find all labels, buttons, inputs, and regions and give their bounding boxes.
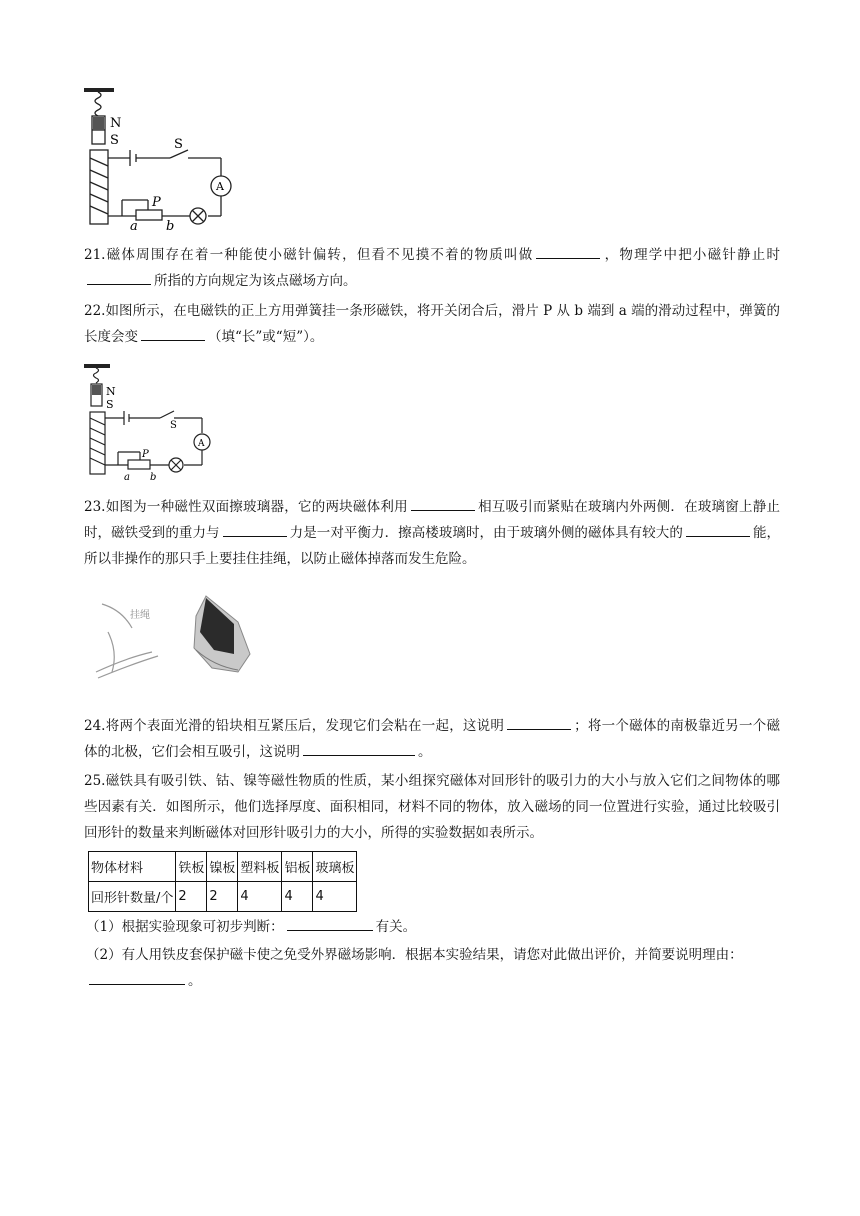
question-21 [84,242,780,294]
q23-text-3: 力是一对平衡力．擦高楼玻璃时，由于玻璃外侧的磁体具有较大的 [289,525,683,541]
table-cell: 铝板 [282,852,313,882]
q24-text-2: ；将一个磁体的南极靠近另一个磁体的北极，它们会相互吸引，这说明 [84,718,781,760]
table-cell: 4 [313,882,357,912]
table-cell: 镍板 [207,852,238,882]
ammeter-label-2: A [198,439,205,449]
question-25: 25.磁铁具有吸引铁、钴、镍等磁性物质的性质，某小组探究磁体对回形针的吸引力的大小与放入它们之间物体的哪些因素有关．如图所示，他们选择厚度、面积相同，材料不同的物体，放入磁场的同一位置进行实验，通过比较吸引回形针的数量来判断磁体对回形针吸引力的大小，所得的实验数据如表所示。 [84,773,780,841]
terminal-a-label: a [130,219,138,230]
sub1-blank[interactable] [287,915,373,931]
q24-blank-1[interactable] [507,714,571,730]
table-cell: 塑料板 [238,852,282,882]
table-cell: 回形针数量/个 [89,882,176,912]
circuit-figure-2 [84,364,212,482]
sub-question-1 [86,914,782,940]
sub2-blank[interactable] [89,969,185,985]
slider-p-label: P [152,195,161,210]
q21-blank-2[interactable] [87,269,151,285]
magnet-n-label-2: N [106,385,116,398]
magnet-s-label: S [110,133,119,148]
q22-text-1: 22.如图所示，在电磁铁的正上方用弹簧挂一条形磁铁，将开关闭合后，滑片 P 从 b 端到 a 端的滑动过程中，弹簧的长度会变 [84,303,780,345]
table-cell: 2 [207,882,238,912]
q24-blank-2[interactable] [303,740,415,756]
terminal-b-label: b [166,219,175,230]
slider-p-label-2: P [142,449,149,460]
q24-text-3: 。 [418,744,432,760]
glass-cleaner-figure [88,592,268,686]
sub2-text-1: （2）有人用铁皮套保护磁卡使之免受外界磁场影响．根据本实验结果，请您对此做出评价，并简要说明理由： [86,947,743,963]
magnet-n-label: N [110,116,122,131]
question-24 [84,713,780,765]
q21-text-1: 21.磁体周围存在着一种能使小磁针偏转，但看不见摸不着的物质叫做 [84,247,534,263]
q21-text-3: 所指的方向规定为该点磁场方向。 [154,273,357,289]
table-cell: 物体材料 [89,852,176,882]
magnet-s-label-2: S [106,398,114,411]
sub1-text-2: 有关。 [375,919,417,935]
rope-label: 挂绳 [130,610,150,621]
table-cell: 4 [238,882,282,912]
q23-blank-3[interactable] [686,521,750,537]
sub1-text-1: （1）根据实验现象可初步判断： [86,919,284,935]
q22-blank-1[interactable] [141,325,205,341]
q23-text-1: 23.如图为一种磁性双面擦玻璃器，它的两块磁体利用 [84,499,408,515]
q23-text-4: 能，所以非操作的那只手上要挂住挂绳，以防止磁体掉落而发生危险。 [84,525,781,567]
terminal-b-label-2: b [150,472,157,482]
table-row [89,852,357,882]
table-cell: 2 [176,882,207,912]
table-cell: 铁板 [176,852,207,882]
switch-label: S [174,137,183,152]
q23-text-2: 相互吸引而紧贴在玻璃内外两侧．在玻璃窗上静止时，磁铁受到的重力与 [84,499,780,541]
q23-blank-2[interactable] [223,521,287,537]
q21-text-2: ，物理学中把小磁针静止时 [603,247,781,263]
q21-blank-1[interactable] [536,243,600,259]
sub-question-2 [86,942,782,994]
q23-blank-1[interactable] [411,495,475,511]
table-cell: 玻璃板 [313,852,357,882]
table-cell: 4 [282,882,313,912]
table-row [89,882,357,912]
ammeter-label: A [216,180,224,193]
data-table [88,851,357,912]
sub2-text-2: 。 [188,973,202,989]
q24-text-1: 24.将两个表面光滑的铅块相互紧压后，发现它们会粘在一起，这说明 [84,718,505,734]
q22-text-2: （填“长”或“短”）。 [208,329,324,345]
switch-label-2: S [170,420,177,431]
circuit-figure-1 [84,88,232,230]
question-23 [84,494,780,572]
terminal-a-label-2: a [124,472,130,482]
question-22 [84,298,780,350]
